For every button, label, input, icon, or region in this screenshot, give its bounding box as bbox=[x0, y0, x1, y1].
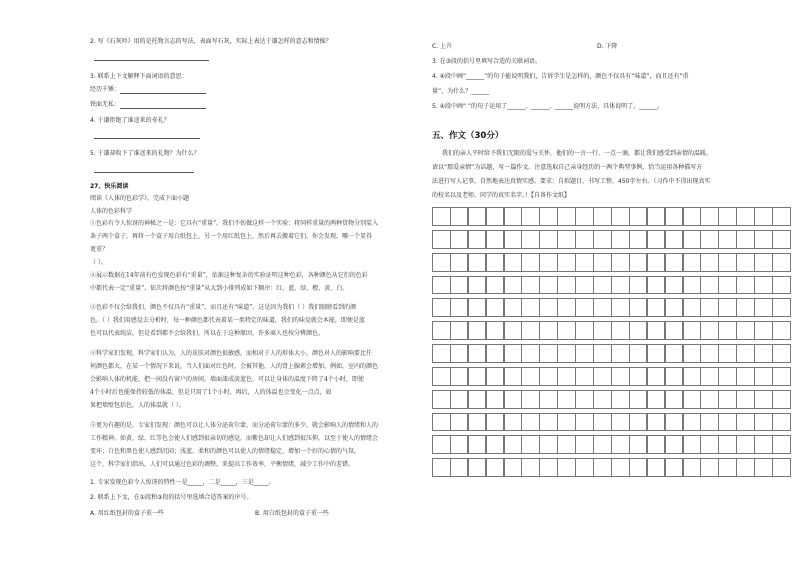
grid-cell[interactable] bbox=[557, 413, 576, 432]
grid-cell[interactable] bbox=[736, 230, 755, 249]
grid-cell[interactable] bbox=[557, 276, 576, 295]
passage-line: 这个，科学家们指出，人们可以通过色彩的调整，来提高工作效率，平衡情绪，减少工作中的差错。 bbox=[90, 461, 355, 468]
grid-cell[interactable] bbox=[593, 253, 612, 272]
grid-cell[interactable] bbox=[754, 344, 773, 363]
grid-cell[interactable] bbox=[629, 207, 648, 226]
grid-cell[interactable] bbox=[432, 230, 451, 249]
grid-cell[interactable] bbox=[521, 230, 540, 249]
grid-cell[interactable] bbox=[557, 321, 576, 340]
grid-cell[interactable] bbox=[629, 321, 648, 340]
grid-cell[interactable] bbox=[468, 344, 487, 363]
grid-cell[interactable] bbox=[683, 458, 702, 477]
grid-cell[interactable] bbox=[432, 367, 451, 386]
grid-cell[interactable] bbox=[647, 321, 666, 340]
grid-cell[interactable] bbox=[611, 367, 630, 386]
option-d: D. 下降 bbox=[597, 43, 618, 50]
grid-cell[interactable] bbox=[504, 230, 523, 249]
grid-cell[interactable] bbox=[683, 344, 702, 363]
grid-cell[interactable] bbox=[486, 367, 505, 386]
grid-cell[interactable] bbox=[521, 413, 540, 432]
grid-cell[interactable] bbox=[521, 458, 540, 477]
grid-cell[interactable] bbox=[593, 344, 612, 363]
grid-cell[interactable] bbox=[647, 344, 666, 363]
grid-cell[interactable] bbox=[486, 435, 505, 454]
grid-cell[interactable] bbox=[611, 298, 630, 317]
grid-cell[interactable] bbox=[432, 207, 451, 226]
grid-cell[interactable] bbox=[450, 207, 469, 226]
grid-cell[interactable] bbox=[539, 207, 558, 226]
grid-cell[interactable] bbox=[647, 367, 666, 386]
grid-cell[interactable] bbox=[772, 435, 791, 454]
essay-prompt-line: 我们的亲人平时给予我们无限的爱与关怀，他们的一言一行、一点一滴，都让我们感受到亲情的温暖。 bbox=[442, 150, 713, 157]
essay-prompt-line: 请以“那爱亲情”为话题，写一篇作文。注意选取自己亲身经历的一两个典型事例，恰当运用各种描写方 bbox=[432, 164, 703, 171]
grid-cell[interactable] bbox=[557, 390, 576, 409]
answer-line bbox=[94, 60, 209, 61]
grid-cell[interactable] bbox=[521, 390, 540, 409]
grid-cell[interactable] bbox=[683, 207, 702, 226]
grid-cell[interactable] bbox=[504, 435, 523, 454]
grid-cell[interactable] bbox=[468, 276, 487, 295]
grid-cell[interactable] bbox=[718, 367, 737, 386]
grid-cell[interactable] bbox=[575, 344, 594, 363]
grid-cell[interactable] bbox=[575, 253, 594, 272]
grid-cell[interactable] bbox=[432, 344, 451, 363]
grid-cell[interactable] bbox=[772, 390, 791, 409]
grid-cell[interactable] bbox=[647, 390, 666, 409]
grid-cell[interactable] bbox=[450, 435, 469, 454]
grid-cell[interactable] bbox=[754, 230, 773, 249]
option-c: C. 上升 bbox=[432, 43, 453, 50]
grid-cell[interactable] bbox=[647, 458, 666, 477]
grid-cell[interactable] bbox=[736, 321, 755, 340]
grid-cell[interactable] bbox=[486, 207, 505, 226]
grid-cell[interactable] bbox=[575, 458, 594, 477]
answer-line bbox=[120, 108, 206, 109]
grid-cell[interactable] bbox=[647, 230, 666, 249]
grid-cell[interactable] bbox=[557, 253, 576, 272]
grid-cell[interactable] bbox=[700, 435, 719, 454]
sub-question-1: 1. 专家发现色彩令人惊讶的特性一是_____，二是_____，三是_____。 bbox=[90, 479, 275, 486]
grid-cell[interactable] bbox=[665, 435, 684, 454]
grid-cell[interactable] bbox=[557, 344, 576, 363]
grid-cell[interactable] bbox=[683, 321, 702, 340]
grid-cell[interactable] bbox=[700, 413, 719, 432]
question-2: 2. 写《石灰吟》用的是托物言志的写法，表面写石灰，实际上表达于谦怎样的意志和情操？ bbox=[90, 38, 332, 45]
grid-cell[interactable] bbox=[754, 207, 773, 226]
grid-cell[interactable] bbox=[593, 276, 612, 295]
grid-cell[interactable] bbox=[718, 207, 737, 226]
grid-cell[interactable] bbox=[432, 413, 451, 432]
grid-cell[interactable] bbox=[736, 253, 755, 272]
grid-cell[interactable] bbox=[772, 207, 791, 226]
passage-line: ②展示数据在14年前有色发现色彩有“重量”，依据这种复杂的实验证明这种色彩，各种颜色从它们的色彩 bbox=[90, 272, 368, 279]
grid-cell[interactable] bbox=[718, 413, 737, 432]
grid-cell[interactable] bbox=[647, 207, 666, 226]
word-1: 经历千锤： bbox=[90, 86, 121, 93]
passage-line: 更重？ bbox=[90, 246, 109, 253]
grid-cell[interactable] bbox=[557, 367, 576, 386]
grid-cell[interactable] bbox=[629, 458, 648, 477]
grid-cell[interactable] bbox=[647, 435, 666, 454]
grid-cell[interactable] bbox=[557, 298, 576, 317]
grid-cell[interactable] bbox=[736, 390, 755, 409]
answer-line bbox=[94, 172, 194, 173]
section-27: 27、快乐阅读 bbox=[90, 183, 129, 190]
grid-cell[interactable] bbox=[718, 253, 737, 272]
grid-cell[interactable] bbox=[718, 276, 737, 295]
grid-cell[interactable] bbox=[647, 253, 666, 272]
grid-cell[interactable] bbox=[575, 367, 594, 386]
reading-instruction: 阅读《人体的色彩学》，完成下面小题 bbox=[90, 195, 190, 202]
grid-cell[interactable] bbox=[772, 298, 791, 317]
grid-cell[interactable] bbox=[665, 390, 684, 409]
grid-cell[interactable] bbox=[754, 390, 773, 409]
grid-cell[interactable] bbox=[647, 413, 666, 432]
grid-cell[interactable] bbox=[772, 458, 791, 477]
grid-cell[interactable] bbox=[754, 298, 773, 317]
question-5-right: 5. ④段中画“ ”的句子运用了______、______、______说明方法，具体说明了，______。 bbox=[432, 103, 664, 110]
grid-cell[interactable] bbox=[665, 298, 684, 317]
essay-prompt-line: 的校名以及老师、同学的真实名字。）【自备作文纸】 bbox=[432, 192, 571, 199]
grid-cell[interactable] bbox=[504, 367, 523, 386]
grid-cell[interactable] bbox=[754, 367, 773, 386]
grid-cell[interactable] bbox=[718, 298, 737, 317]
grid-cell[interactable] bbox=[754, 276, 773, 295]
grid-cell[interactable] bbox=[539, 230, 558, 249]
grid-cell[interactable] bbox=[683, 413, 702, 432]
grid-cell[interactable] bbox=[700, 458, 719, 477]
grid-cell[interactable] bbox=[665, 230, 684, 249]
grid-cell[interactable] bbox=[486, 413, 505, 432]
grid-cell[interactable] bbox=[557, 207, 576, 226]
grid-cell[interactable] bbox=[450, 253, 469, 272]
grid-cell[interactable] bbox=[468, 390, 487, 409]
grid-cell[interactable] bbox=[665, 276, 684, 295]
grid-cell[interactable] bbox=[754, 413, 773, 432]
grid-cell[interactable] bbox=[772, 321, 791, 340]
grid-cell[interactable] bbox=[665, 413, 684, 432]
grid-cell[interactable] bbox=[450, 344, 469, 363]
grid-cell[interactable] bbox=[718, 321, 737, 340]
grid-cell[interactable] bbox=[700, 207, 719, 226]
grid-cell[interactable] bbox=[468, 298, 487, 317]
grid-cell[interactable] bbox=[504, 413, 523, 432]
grid-cell[interactable] bbox=[629, 344, 648, 363]
grid-cell[interactable] bbox=[683, 298, 702, 317]
grid-cell[interactable] bbox=[486, 321, 505, 340]
grid-cell[interactable] bbox=[486, 253, 505, 272]
grid-cell[interactable] bbox=[611, 321, 630, 340]
grid-cell[interactable] bbox=[718, 230, 737, 249]
grid-cell[interactable] bbox=[772, 344, 791, 363]
grid-cell[interactable] bbox=[575, 321, 594, 340]
grid-cell[interactable] bbox=[718, 344, 737, 363]
grid-cell[interactable] bbox=[683, 276, 702, 295]
grid-cell[interactable] bbox=[611, 458, 630, 477]
grid-cell[interactable] bbox=[772, 413, 791, 432]
grid-cell[interactable] bbox=[575, 390, 594, 409]
grid-cell[interactable] bbox=[700, 321, 719, 340]
grid-cell[interactable] bbox=[736, 367, 755, 386]
grid-cell[interactable] bbox=[539, 321, 558, 340]
essay-prompt-line: 法进行写人记事，自然地表达真情实感。要求：自拟题目，书写工整，450字左右。（习作中不得出现真实 bbox=[432, 178, 711, 185]
answer-line bbox=[120, 93, 206, 94]
option-b: B. 用白纸包封的盒子重一些 bbox=[255, 510, 329, 517]
question-5: 5. 于谦却收下了谁送来的礼物？为什么？ bbox=[90, 150, 200, 157]
grid-cell[interactable] bbox=[665, 321, 684, 340]
grid-cell[interactable] bbox=[557, 230, 576, 249]
grid-cell[interactable] bbox=[432, 298, 451, 317]
answer-line bbox=[94, 138, 200, 139]
passage-line: 工作精神。如黄、绿、红等色会使人们感到很亲切的感觉，而紫色却让人们感到很压抑，以至于使人的情绪会 bbox=[90, 435, 379, 442]
grid-cell[interactable] bbox=[432, 390, 451, 409]
grid-cell[interactable] bbox=[700, 230, 719, 249]
grid-cell[interactable] bbox=[611, 253, 630, 272]
grid-cell[interactable] bbox=[468, 321, 487, 340]
grid-cell[interactable] bbox=[539, 435, 558, 454]
grid-cell[interactable] bbox=[718, 390, 737, 409]
grid-cell[interactable] bbox=[665, 344, 684, 363]
grid-cell[interactable] bbox=[432, 321, 451, 340]
grid-cell[interactable] bbox=[575, 230, 594, 249]
grid-cell[interactable] bbox=[521, 435, 540, 454]
grid-cell[interactable] bbox=[593, 207, 612, 226]
grid-cell[interactable] bbox=[539, 253, 558, 272]
grid-cell[interactable] bbox=[486, 344, 505, 363]
grid-cell[interactable] bbox=[754, 458, 773, 477]
passage-line: 色可以代表纯洁，但是看到都不会给我们，所以在于这种原因，许多商人也按分辨颜色。 bbox=[90, 330, 325, 337]
passage-line: 色。（ ）我们用感觉去分析时，每一种颜色都代表着某一类特定的味道，我们的味觉就会本能，即便是蓝 bbox=[90, 317, 365, 324]
grid-cell[interactable] bbox=[700, 390, 719, 409]
grid-cell[interactable] bbox=[611, 207, 630, 226]
grid-cell[interactable] bbox=[683, 390, 702, 409]
grid-cell[interactable] bbox=[754, 321, 773, 340]
grid-cell[interactable] bbox=[432, 276, 451, 295]
grid-cell[interactable] bbox=[647, 276, 666, 295]
grid-cell[interactable] bbox=[665, 367, 684, 386]
composition-heading: 五、作文（30分） bbox=[432, 131, 504, 141]
grid-cell[interactable] bbox=[772, 253, 791, 272]
grid-cell[interactable] bbox=[593, 298, 612, 317]
grid-cell[interactable] bbox=[539, 276, 558, 295]
grid-cell[interactable] bbox=[521, 253, 540, 272]
grid-cell[interactable] bbox=[504, 390, 523, 409]
grid-cell[interactable] bbox=[468, 458, 487, 477]
grid-cell[interactable] bbox=[486, 298, 505, 317]
grid-cell[interactable] bbox=[593, 435, 612, 454]
grid-cell[interactable] bbox=[539, 298, 558, 317]
question-4: 4. 于谦拒绝了谁送来的寿礼？ bbox=[90, 117, 170, 124]
grid-cell[interactable] bbox=[665, 458, 684, 477]
passage-line: 何颜色都大，在某一个情况下来说，当人们面对红色时，会被其他，人的肾上腺素会增加，例如，室内的颜色 bbox=[90, 363, 379, 370]
grid-cell[interactable] bbox=[504, 276, 523, 295]
grid-cell[interactable] bbox=[539, 344, 558, 363]
grid-cell[interactable] bbox=[700, 298, 719, 317]
grid-cell[interactable] bbox=[754, 435, 773, 454]
grid-cell[interactable] bbox=[736, 276, 755, 295]
grid-cell[interactable] bbox=[683, 230, 702, 249]
grid-cell[interactable] bbox=[468, 413, 487, 432]
grid-cell[interactable] bbox=[521, 207, 540, 226]
grid-cell[interactable] bbox=[521, 321, 540, 340]
grid-cell[interactable] bbox=[700, 276, 719, 295]
grid-cell[interactable] bbox=[629, 276, 648, 295]
question-3: 3. 联系上下文解释下面词语的意思： bbox=[90, 73, 188, 80]
grid-cell[interactable] bbox=[718, 435, 737, 454]
grid-cell[interactable] bbox=[629, 390, 648, 409]
grid-cell[interactable] bbox=[468, 253, 487, 272]
grid-cell[interactable] bbox=[575, 413, 594, 432]
composition-grid[interactable] bbox=[432, 207, 790, 477]
passage-line: （ ）。 bbox=[90, 259, 107, 266]
grid-cell[interactable] bbox=[593, 390, 612, 409]
passage-line: ⑤更为有趣的是，专家们发现：颜色可以让人体分泌荷尔蒙，而分泌荷尔蒙的多少，就会影响人的情绪和人的 bbox=[90, 422, 379, 429]
grid-cell[interactable] bbox=[486, 458, 505, 477]
grid-cell[interactable] bbox=[683, 435, 702, 454]
passage-line: 中都代表一定“重量”。依次将颜色按“重量”从大到小排列成如下顺序：红、蓝、绿、橙、黄、白。 bbox=[90, 285, 349, 292]
grid-cell[interactable] bbox=[468, 207, 487, 226]
grid-cell[interactable] bbox=[772, 276, 791, 295]
grid-cell[interactable] bbox=[629, 413, 648, 432]
grid-cell[interactable] bbox=[575, 298, 594, 317]
passage-line: ①色彩有令人惊讶的神秘之一是：它具有“重量”。我们不妨做这样一个实验：将同样重量的两种货物分别装入 bbox=[90, 220, 379, 227]
grid-cell[interactable] bbox=[432, 458, 451, 477]
grid-cell[interactable] bbox=[486, 390, 505, 409]
grid-cell[interactable] bbox=[450, 276, 469, 295]
grid-cell[interactable] bbox=[539, 413, 558, 432]
grid-cell[interactable] bbox=[575, 435, 594, 454]
passage-line: 果把墙壁包括色，人的体温就（ ）。 bbox=[90, 402, 185, 409]
grid-cell[interactable] bbox=[611, 230, 630, 249]
grid-cell[interactable] bbox=[700, 253, 719, 272]
grid-cell[interactable] bbox=[611, 276, 630, 295]
grid-cell[interactable] bbox=[450, 458, 469, 477]
grid-cell[interactable] bbox=[539, 458, 558, 477]
grid-cell[interactable] bbox=[629, 230, 648, 249]
option-a: A. 用红纸包封的盒子重一些 bbox=[90, 510, 164, 517]
grid-cell[interactable] bbox=[772, 230, 791, 249]
grid-cell[interactable] bbox=[629, 435, 648, 454]
grid-cell[interactable] bbox=[754, 253, 773, 272]
grid-cell[interactable] bbox=[521, 298, 540, 317]
grid-cell[interactable] bbox=[736, 435, 755, 454]
grid-cell[interactable] bbox=[450, 321, 469, 340]
grid-cell[interactable] bbox=[539, 390, 558, 409]
grid-cell[interactable] bbox=[611, 435, 630, 454]
grid-cell[interactable] bbox=[611, 390, 630, 409]
grid-cell[interactable] bbox=[629, 367, 648, 386]
grid-cell[interactable] bbox=[736, 344, 755, 363]
grid-cell[interactable] bbox=[539, 367, 558, 386]
grid-cell[interactable] bbox=[450, 367, 469, 386]
grid-cell[interactable] bbox=[593, 458, 612, 477]
grid-cell[interactable] bbox=[700, 344, 719, 363]
grid-cell[interactable] bbox=[593, 230, 612, 249]
passage-line: 4个小时后也能保持较低的体温，但是只用了1个小时，再后，人的体温也会变化一点点，如 bbox=[90, 389, 332, 396]
passage-line: ③色彩不仅会给我们，颜色不仅具有“重量”，而且还有“味道”。这是因为我们（ ）我们眼睛看到的颜 bbox=[90, 304, 357, 311]
grid-cell[interactable] bbox=[593, 367, 612, 386]
grid-cell[interactable] bbox=[683, 253, 702, 272]
grid-cell[interactable] bbox=[665, 207, 684, 226]
word-2: 铁面无私： bbox=[90, 101, 121, 108]
grid-cell[interactable] bbox=[557, 435, 576, 454]
grid-cell[interactable] bbox=[504, 458, 523, 477]
grid-cell[interactable] bbox=[468, 230, 487, 249]
grid-cell[interactable] bbox=[736, 413, 755, 432]
grid-cell[interactable] bbox=[683, 367, 702, 386]
grid-cell[interactable] bbox=[736, 207, 755, 226]
grid-cell[interactable] bbox=[504, 253, 523, 272]
grid-cell[interactable] bbox=[736, 458, 755, 477]
grid-cell[interactable] bbox=[557, 458, 576, 477]
grid-cell[interactable] bbox=[629, 298, 648, 317]
grid-cell[interactable] bbox=[468, 435, 487, 454]
passage-line: 会影响人体的机能，把一间没有窗户的房间，墙面漆成淡蓝色，可以让身体的温度下降了4个小时，即使 bbox=[90, 376, 364, 383]
question-4-right-cont: 量”，为什么？______ bbox=[432, 88, 490, 95]
grid-cell[interactable] bbox=[521, 276, 540, 295]
grid-cell[interactable] bbox=[504, 344, 523, 363]
grid-cell[interactable] bbox=[432, 435, 451, 454]
grid-cell[interactable] bbox=[718, 458, 737, 477]
passage-line: ④科学家们发现，科学家们认为，人的皮肤对颜色很敏感，而相对于人的形体大小，颜色对人的影响要比任 bbox=[90, 350, 373, 357]
passage-line: 条子两个盒子，再将一个盒子用白纸包上，另一个用红纸包上，然后再去搬着它们，你会发现，哪一个显得 bbox=[90, 233, 373, 240]
grid-cell[interactable] bbox=[700, 367, 719, 386]
grid-cell[interactable] bbox=[575, 207, 594, 226]
sub-question-2: 2. 联系上下文，在①段和③段的括号里选填合适答案的序号。 bbox=[90, 494, 253, 501]
grid-cell[interactable] bbox=[450, 298, 469, 317]
grid-cell[interactable] bbox=[593, 413, 612, 432]
grid-cell[interactable] bbox=[504, 207, 523, 226]
grid-cell[interactable] bbox=[611, 413, 630, 432]
question-3-right: 3. 在③段的括号里填写合适的关联词语。 bbox=[432, 58, 542, 65]
grid-cell[interactable] bbox=[647, 298, 666, 317]
grid-cell[interactable] bbox=[665, 253, 684, 272]
grid-cell[interactable] bbox=[736, 298, 755, 317]
question-4-right: 4. ④段中画“______”的句子能说明我们，告诉学生是怎样的，颜色不仅具有“味道”，而且还有“重 bbox=[432, 73, 689, 80]
grid-cell[interactable] bbox=[486, 276, 505, 295]
grid-cell[interactable] bbox=[504, 321, 523, 340]
grid-cell[interactable] bbox=[593, 321, 612, 340]
grid-cell[interactable] bbox=[450, 413, 469, 432]
grid-cell[interactable] bbox=[521, 344, 540, 363]
grid-cell[interactable] bbox=[772, 367, 791, 386]
grid-cell[interactable] bbox=[629, 253, 648, 272]
grid-cell[interactable] bbox=[575, 276, 594, 295]
passage-line: 变坏；白色和黑色使人感到沉闷；浅蓝、柔和的颜色可以使人的情绪稳定，增加一个好的心情的气氛。 bbox=[90, 448, 361, 455]
grid-cell[interactable] bbox=[450, 230, 469, 249]
passage-title: 人体的色彩科学 bbox=[90, 208, 133, 215]
grid-cell[interactable] bbox=[468, 367, 487, 386]
grid-cell[interactable] bbox=[450, 390, 469, 409]
grid-cell[interactable] bbox=[504, 298, 523, 317]
grid-cell[interactable] bbox=[521, 367, 540, 386]
grid-cell[interactable] bbox=[486, 230, 505, 249]
grid-cell[interactable] bbox=[611, 344, 630, 363]
grid-cell[interactable] bbox=[432, 253, 451, 272]
